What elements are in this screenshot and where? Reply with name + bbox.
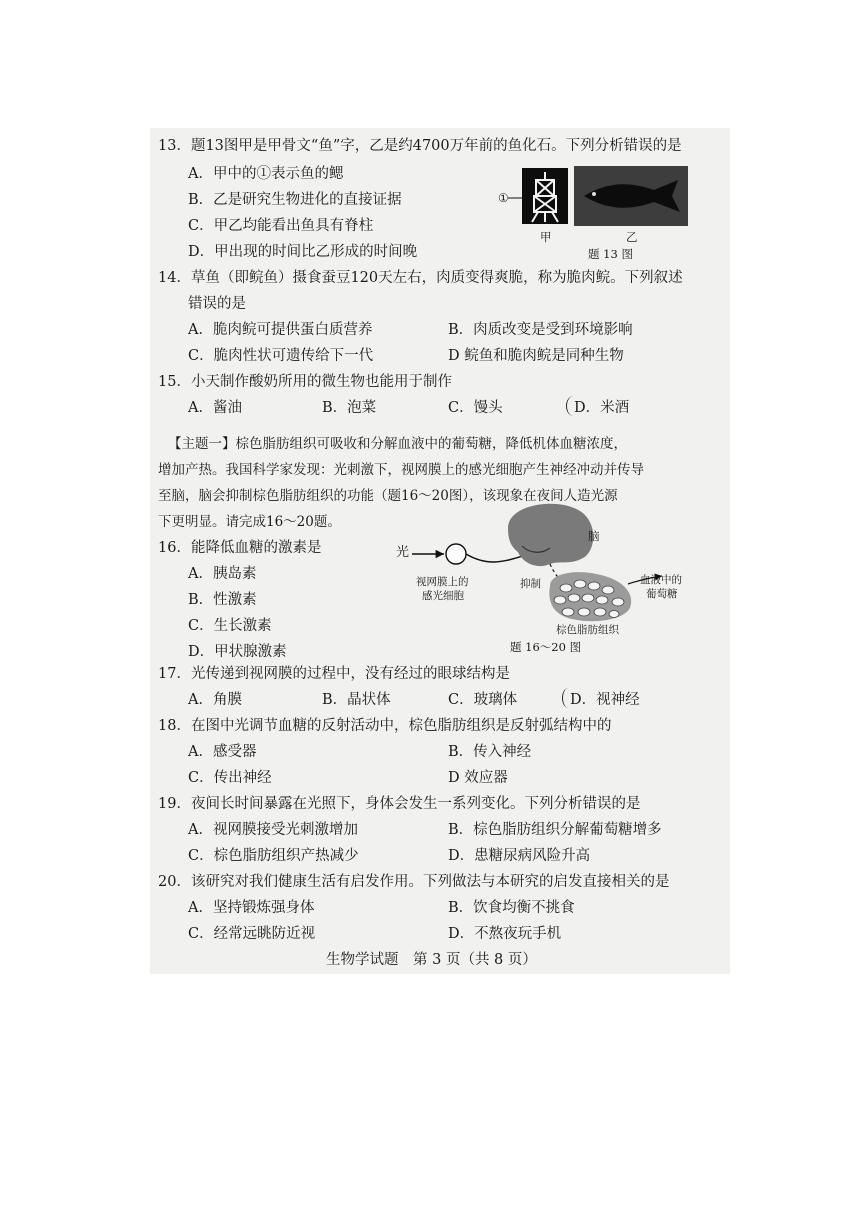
q15-option-d: D．米酒 [574,400,630,416]
q13-option-d: D．甲出现的时间比乙形成的时间晚 [188,244,418,260]
q17-option-b: B．晶状体 [322,692,391,708]
q17-option-c: C．玻璃体 [448,692,518,708]
q13-option-c: C．甲乙均能看出鱼具有脊柱 [188,218,374,234]
q15-option-c: C．馒头 [448,400,503,416]
brain-shape [508,504,593,566]
q14-stem-line2: 错误的是 [188,296,246,312]
fig-label-inhibit: 抑制 [520,578,541,590]
q13-option-a: A．甲中的①表示鱼的鳃 [188,166,344,182]
q16-option-d: D．甲状腺激素 [188,644,287,660]
q20-option-a: A．坚持锻炼强身体 [188,900,315,916]
q17-option-d: D．视神经 [570,692,640,708]
q19-option-a: A．视网膜接受光刺激增加 [188,822,358,838]
q18-option-a: A．感受器 [188,744,257,760]
q16-option-b: B．性激素 [188,592,257,608]
q19-option-c: C．棕色脂肪组织产热减少 [188,848,359,864]
handwritten-check-mark [566,396,581,416]
q14-option-b: B．肉质改变是受到环境影响 [448,322,633,338]
theme-text-line3: 至脑，脑会抑制棕色脂肪组织的功能（题16～20图），该现象在夜间人造光源 [158,488,618,504]
q15-stem: 15．小天制作酸奶所用的微生物也能用于制作 [158,374,452,390]
q20-stem: 20．该研究对我们健康生活有启发作用。下列做法与本研究的启发直接相关的是 [158,874,670,890]
q19-stem: 19．夜间长时间暴露在光照下，身体会发生一系列变化。下列分析错误的是 [158,796,641,812]
q16-option-c: C．生长激素 [188,618,272,634]
q13-fig-caption: 题 13 图 [588,247,633,261]
q20-option-b: B．饮食均衡不挑食 [448,900,575,916]
q15-option-b: B．泡菜 [322,400,377,416]
theme-text-line1: 【主题一】棕色脂肪组织可吸收和分解血液中的葡萄糖，降低机体血糖浓度， [168,436,627,452]
q14-stem-line1: 14．草鱼（即鲩鱼）摄食蚕豆120天左右，肉质变得爽脆，称为脆肉鲩。下列叙述 [158,270,683,286]
q19-option-b: B．棕色脂肪组织分解葡萄糖增多 [448,822,662,838]
q14-option-d: D 鲩鱼和脆肉鲩是同种生物 [448,348,624,364]
handwritten-check-mark [562,688,575,708]
q16-20-fig-caption: 题 16～20 图 [510,640,582,654]
q16-option-a: A．胰岛素 [188,566,257,582]
q20-option-c: C．经常远眺防近视 [188,926,316,942]
fig-label-retina-line2: 感光细胞 [422,590,464,602]
q18-option-b: B．传入神经 [448,744,532,760]
q17-stem: 17．光传递到视网膜的过程中，没有经过的眼球结构是 [158,666,510,682]
q14-option-a: A．脆肉鲩可提供蛋白质营养 [188,322,373,338]
fig-label-glucose-line1: 血液中的 [640,574,682,586]
q14-option-c: C．脆肉性状可遗传给下一代 [188,348,374,364]
q13-figure [508,166,688,228]
fig-label-light: 光 [396,545,410,560]
fig-label-glucose-line2: 葡萄糖 [646,588,678,600]
q16-20-figure [400,500,705,636]
fig-label-brown-fat: 棕色脂肪组织 [556,624,619,636]
q16-stem: 16．能降低血糖的激素是 [158,540,322,556]
q18-option-c: C．传出神经 [188,770,272,786]
q13-stem: 13．题13图甲是甲骨文“鱼”字，乙是约4700万年前的鱼化石。下列分析错误的是 [158,138,682,154]
fig-label-brain: 脑 [588,529,600,543]
theme-text-line4: 下更明显。请完成16～20题。 [158,514,341,530]
q18-stem: 18．在图中光调节血糖的反射活动中，棕色脂肪组织是反射弧结构中的 [158,718,612,734]
q13-fig-label-jia: 甲 [540,230,552,244]
q18-option-d: D 效应器 [448,770,508,786]
photoreceptor-cell [446,544,466,564]
q17-option-a: A．角膜 [188,692,242,708]
page-footer: 生物学试题 第 3 页（共 8 页） [326,952,537,968]
q19-option-d: D．患糖尿病风险升高 [448,848,591,864]
q20-option-d: D．不熬夜玩手机 [448,926,562,942]
theme-text-line2: 增加产热。我国科学家发现：光刺激下，视网膜上的感光细胞产生神经冲动并传导 [158,462,644,478]
q15-option-a: A．酱油 [188,400,242,416]
q13-fig-label-yi: 乙 [626,230,638,244]
q13-option-b: B．乙是研究生物进化的直接证据 [188,192,402,208]
fig-label-retina-line1: 视网膜上的 [416,576,469,588]
q13-fig-marker: ① [498,191,509,205]
